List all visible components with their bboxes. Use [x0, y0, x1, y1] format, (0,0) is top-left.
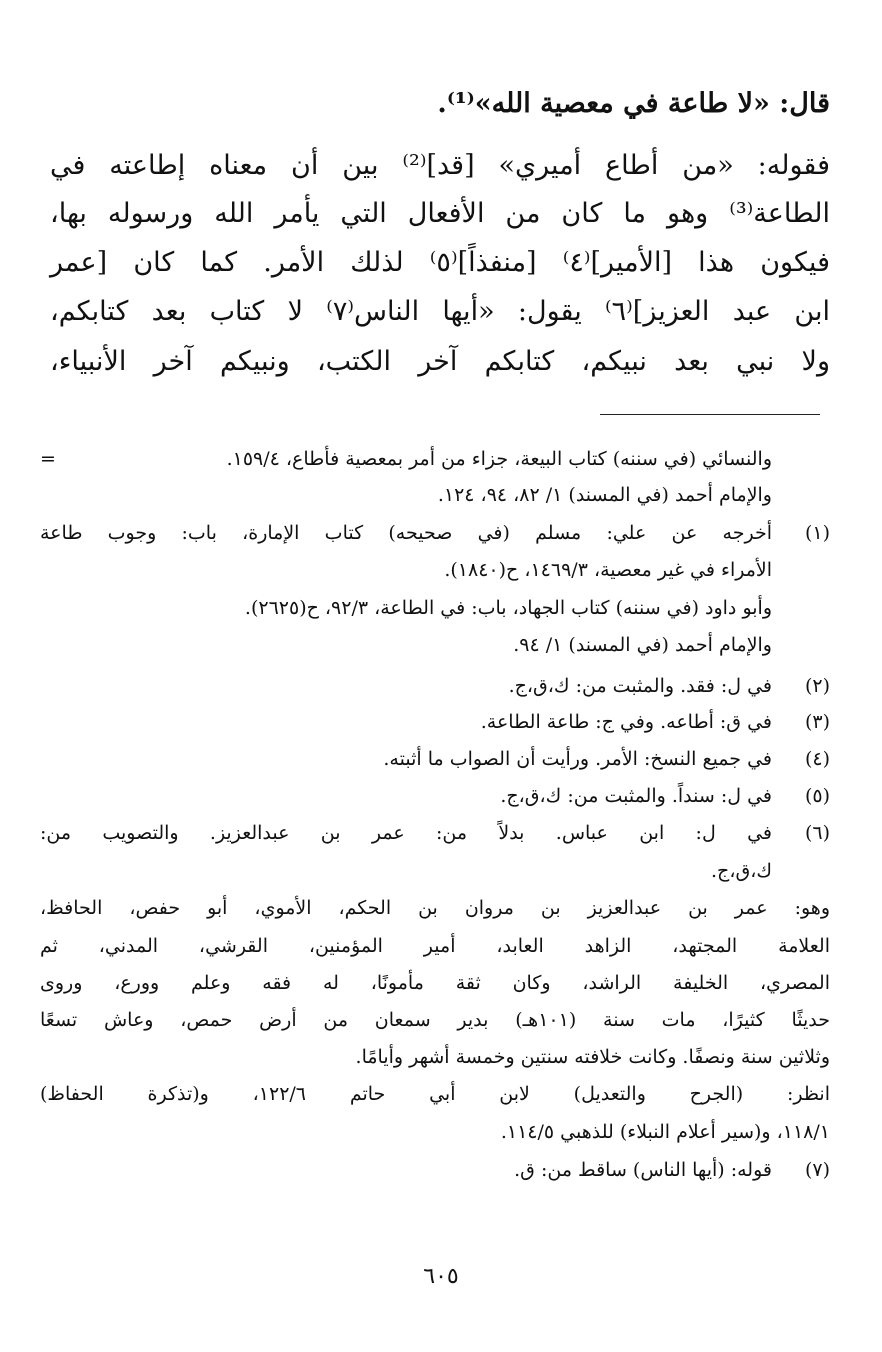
footnote-number: (٣): [804, 711, 830, 733]
book-page: قال: «لا طاعة في معصية الله»⁽¹⁾. فقوله: «من أطاع أميري» [قد]⁽²⁾ بين أن معناه إطاعته في الطاعة⁽³⁾ وهو ما كان من الأفعال التي يأمر الله ورسوله بها، فيكون هذا [الأمير]⁽٤⁾ [منفذاً]⁽٥⁾ لذلك الأمر. كما كان [عمر ابن عبد العزيز]⁽٦⁾ يقول: «أيها الناس⁽٧⁾ لا كتاب بعد كتابكم، ولا نبي بعد نبيكم، كتابكم آخر الكتب، ونبيكم آخر الأنبياء، والنسائي (في سننه) كتاب البيعة، جزاء من أمر بمعصية فأطاع، ١٥٩/٤. = والإمام أحمد (في المسند) ١/ ٨٢، ٩٤، ١٢٤. (١) أخرجه عن علي: مسلم (في صحيحه) كتاب الإمارة، باب: وجوب طاعة الأمراء في غير معصية، ١٤٦٩/٣، ح(١٨٤٠). وأبو داود (في سننه) كتاب الجهاد، باب: في الطاعة، ٩٢/٣، ح(٢٦٢٥). والإمام أحمد (في المسند) ١/ ٩٤. (٢) في ل: فقد. والمثبت من: ك،ق،ج. (٣) في ق: أطاعه. وفي ج: طاعة الطاعة. (٤) في جميع النسخ: الأمر. ورأيت أن الصواب ما أثبته. (٥) في ل: سنداً. والمثبت من: ك،ق،ج. (٦) في ل: ابن عباس. بدلاً من: عمر بن عبدالعزيز. والتصويب من: ك،ق،ج. وهو: عمر بن عبدالعزيز بن مروان بن الحكم، الأموي، أبو حفص، الحافظ، العلامة المجتهد، الزاهد العابد، أمير المؤمنين، القرشي، المدني، ثم المصري، الخليفة الراشد، وكان ثقة مأمونًا، له فقه وعلم وورع، وروى حديثًا كثيرًا، مات سنة (١٠١هـ) بدير سمعان من أرض حمص، وعاش تسعًا وثلاثين سنة ونصفًا. وكانت خلافته سنتين وخمسة أشهر وأيامًا. انظر: (الجرح والتعديل) لابن أبي حاتم ١٢٢/٦، و(تذكرة الحفاظ) ١١٨/١، و(سير أعلام النبلاء) للذهبي ١١٤/٥. (٧) قوله: (أيها الناس) ساقط من: ق. ٦٠٥: [0, 0, 882, 1352]
footnote-number: (٦): [804, 822, 830, 844]
footnote-number: (٧): [804, 1159, 830, 1181]
main-line-3: فيكون هذا [الأمير]⁽٤⁾ [منفذاً]⁽٥⁾ لذلك الأمر. كما كان [عمر: [50, 247, 830, 278]
main-line-5: ولا نبي بعد نبيكم، كتابكم آخر الكتب، ونبيكم آخر الأنبياء،: [50, 346, 830, 377]
footnote-separator: [600, 414, 820, 415]
footnote-number: (٢): [804, 675, 830, 697]
main-line-1: فقوله: «من أطاع أميري» [قد]⁽²⁾ بين أن معناه إطاعته في: [50, 150, 830, 181]
continuation-mark: =: [40, 448, 56, 470]
footnote-number: (٥): [804, 785, 830, 807]
hadith-heading: قال: «لا طاعة في معصية الله»⁽¹⁾.: [437, 88, 830, 119]
footnote-number: (٤): [804, 748, 830, 770]
footnote-number: (١): [804, 522, 830, 544]
main-line-4: ابن عبد العزيز]⁽٦⁾ يقول: «أيها الناس⁽٧⁾ لا كتاب بعد كتابكم،: [50, 296, 830, 327]
main-line-2: الطاعة⁽³⁾ وهو ما كان من الأفعال التي يأمر الله ورسوله بها،: [50, 198, 830, 229]
page-number: ٦٠٥: [423, 1264, 459, 1289]
